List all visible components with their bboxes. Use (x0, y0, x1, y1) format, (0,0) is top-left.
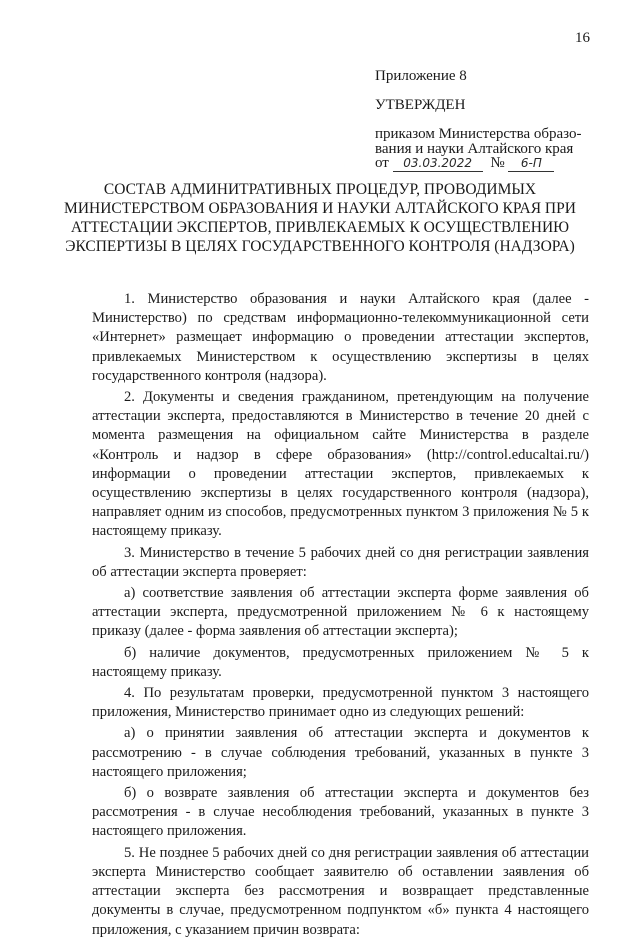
paragraph-3: 3. Министерство в течение 5 рабочих дней со дня регистрации заявления об аттестации эксперта проверяет: (92, 544, 589, 580)
date-prefix: от (375, 155, 389, 171)
document-body (92, 290, 589, 942)
document-title: СОСТАВ АДМИНИТРАТИВНЫХ ПРОЦЕДУР, ПРОВОДИМЫХ МИНИСТЕРСТВОМ ОБРАЗОВАНИЯ И НАУКИ АЛТАЙСКОГО КРАЯ ПРИ АТТЕСТАЦИИ ЭКСПЕРТОВ, ПРИВЛЕКАЕМЫХ К ОСУЩЕСТВЛЕНИЮ ЭКСПЕРТИЗЫ В ЦЕЛЯХ ГОСУДАРСТВЕННОГО КОНТРОЛЯ (НАДЗОРА) (64, 181, 576, 255)
appendix-label: Приложение 8 (375, 68, 467, 84)
paragraph-5: 5. Не позднее 5 рабочих дней со дня регистрации заявления об аттестации эксперта Министерство сообщает заявителю об оставлении заявления об аттестации эксперта без рассмотрения и возвращает представленные документы в случае, предусмотренном подпунктом «б» пункта 4 настоящего приложения, с указанием причин возврата: (92, 844, 589, 938)
page-number: 16 (575, 30, 590, 46)
handwritten-date: 03.03.2022 (393, 155, 483, 172)
number-prefix: № (490, 155, 505, 171)
handwritten-number: 6-П (508, 155, 554, 172)
paragraph-4: 4. По результатам проверки, предусмотренной пунктом 3 настоящего приложения, Министерство принимает одно из следующих решений: (92, 685, 589, 721)
paragraph-4b: б) о возврате заявления об аттестации эксперта и документов без рассмотрения - в случае несоблюдения требований, указанных в пункте 3 настоящего приложения. (92, 785, 589, 840)
paragraph-3a: а) соответствие заявления об аттестации эксперта форме заявления об аттестации эксперта, предусмотренной приложением № 6 к настоящему приказу (далее - форма заявления об аттестации эксперта); (92, 585, 589, 640)
order-line-2: вания и науки Алтайского края (375, 141, 574, 157)
paragraph-1: 1. Министерство образования и науки Алтайского края (далее - Министерство) по средствам информационно-телекоммуникационной сети «Интернет» размещает информацию о проведении аттестации экспертов, привлекаемых Министерством к осуществлению экспертизы в целях государственного контроля (надзора). (92, 291, 589, 384)
paragraph-2: 2. Документы и сведения гражданином, претендующим на получение аттестации эксперта, предоставляются в Министерство в течение 20 дней с момента размещения на официальном сайте Министерства в разделе «Контроль и надзор в сфере образования» (http://control.educaltai.ru/) информации о проведении аттестации экспертов, привлекаемых к осуществлению экспертизы в целях государственного контроля (надзора), направляет одним из способов, предусмотренных пунктом 3 приложения № 5 к настоящему приказу. (92, 389, 589, 540)
paragraph-3b: б) наличие документов, предусмотренных приложением № 5 к настоящему приказу. (92, 644, 589, 680)
paragraph-4a: а) о принятии заявления об аттестации эксперта и документов к рассмотрению - в случае соблюдения требований, указанных в пункте 3 настоящего приложения; (92, 725, 589, 780)
order-line-1: приказом Министерства образо- (375, 126, 582, 142)
approved-label: УТВЕРЖДЕН (375, 97, 466, 113)
order-date-line (375, 155, 554, 172)
